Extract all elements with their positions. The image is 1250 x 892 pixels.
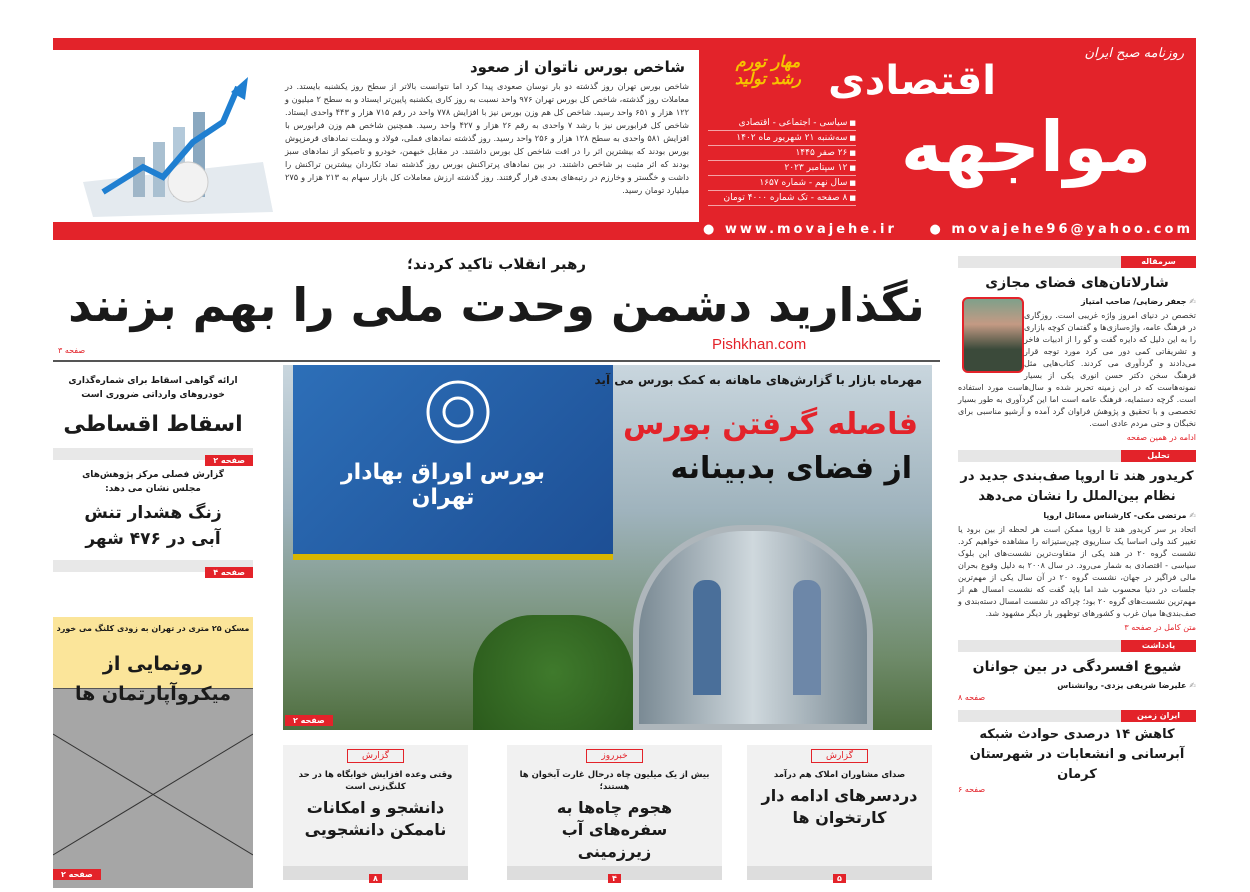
bottom-story <box>507 745 722 883</box>
section-label: یادداشت <box>1121 640 1196 652</box>
left-story-3 <box>53 617 253 888</box>
left-column <box>53 374 253 577</box>
editorial-title: شارلاتان‌های فضای مجازی <box>985 275 1169 291</box>
masthead <box>53 38 1196 240</box>
revolving-door <box>633 525 873 730</box>
page-bar <box>53 448 253 465</box>
iran-title: کاهش ۱۴ درصدی حوادث شبکه آبرسانی و انشعابات در شهرستان کرمان <box>969 727 1185 782</box>
section-label: ایران زمین <box>1121 710 1196 722</box>
story-title: دانشجو و امکانات ناممکن دانشجویی <box>304 798 447 839</box>
contact-links <box>703 222 1193 237</box>
website-link[interactable]: ● www.movajehe.ir <box>703 222 897 237</box>
page-ref[interactable]: ۸ <box>369 874 382 883</box>
banner-text: بورس اوراق بهادار تهران <box>340 460 546 510</box>
top-story-title: شاخص بورس ناتوان از صعود <box>469 58 685 76</box>
lead-photo <box>283 365 932 730</box>
info-line: ■ سیاسی - اجتماعی - اقتصادی <box>708 116 856 131</box>
author-photo <box>962 297 1024 373</box>
bottom-story <box>283 745 468 883</box>
section-tag: گزارش <box>347 749 404 763</box>
page-ref[interactable]: ۵ <box>833 874 846 883</box>
iran-zamin <box>958 710 1196 794</box>
left-story-1 <box>53 374 253 440</box>
photo-story-title: فاصله گرفتن بورس <box>623 407 918 442</box>
stock-chart-illustration <box>63 72 283 222</box>
main-headline: نگذارید دشمن وحدت ملی را بهم بزنند <box>68 278 925 332</box>
continue-link[interactable]: متن کامل در صفحه ۳ <box>1124 623 1196 632</box>
author: ✍ علیرضا شریفی یزدی- روانشناس <box>958 681 1196 690</box>
continue-link[interactable]: ادامه در همین صفحه <box>1126 433 1196 442</box>
story-kicker: بیش از یک میلیون چاه درحال غارت آبخوان ها هستند؛ <box>519 770 710 792</box>
story-title: زنگ هشدار تنش آبی در ۴۷۶ شهر <box>84 503 222 549</box>
page-ref[interactable]: صفحه ۲ <box>53 869 101 880</box>
logo-subtitle: اقتصادی <box>828 58 996 104</box>
story-title: اسقاط اقساطی <box>63 412 243 437</box>
analysis-title: کریدور هند تا اروپا صف‌بندی جدید در نظام بین‌الملل را نشان می‌دهد <box>960 469 1194 504</box>
note-title: شیوع افسردگی در بین جوانان <box>972 659 1182 675</box>
editorial-body: تخصص در دنیای امروز واژه غریبی است. روزگاری در فرهنگ عامه، واژه‌سازی‌ها و گفتمان کوچه بازاری را به این دلیل که دایره گفت و گو را از ادبیات فاخر و تشریفاتی کمی دور می کرد مورد توجه قرار می‌دادند و گردآوری می کردند. کتاب‌هایی مثل فرهنگ سخن دکتر حسن انوری یکی از بسیار نمونه‌هاست که در این زمینه تحریر شده و سال‌هاست مورد استفاده است. گرچه دستمایه، فرهنگ عامه است اما این گردآوری به طور بسیار تخصصی و با تحقیق و پژوهش فراوان گرد آمده و آرشیو مناسبی برای نخبگان و حتی مردم عادی است. <box>958 311 1196 428</box>
info-line: ■ ۸ صفحه - تک شماره ۴۰۰۰ تومان <box>708 191 856 206</box>
info-line: ■ سال نهم - شماره ۱۶۵۷ <box>708 176 856 191</box>
left-story-2 <box>53 468 253 552</box>
page-ref[interactable]: صفحه ۲ <box>285 715 333 726</box>
tagline: روزنامه صبح ایران <box>1084 46 1184 61</box>
top-story-body: شاخص بورس تهران روز گذشته دو بار نوسان صعودی پیدا کرد اما نتوانست بالاتر از سطح روز یکشنبه بایستد. در معاملات روز گذشته، شاخص کل بورس تهران ۹۷۶ واحد نسبت به روز کاری یکشنبه پایین‌تر ایستاد و به سطح ۲ میلیون و ۱۲۲ هزار و ۶۵۱ واحد رسید. شاخص کل هم وزن بورس نیز با افزایش ۷۷۸ واحد در رقم ۷۱۵ هزار و ۴۴۳ واحدی ایستاد. شاخص کل فرابورس نیز با رشد ۷ واحدی به رقم ۲۶ هزار و ۴۲۷ واحد رسید. همچنین شاخص هم وزن فرابورس با افزایش ۵۸۱ واحدی به سطح ۱۲۸ هزار و ۲۵۶ واحد رسید. روز گذشته نمادهای فملی، فولاد و وبملت نمادهای قرمزپوش بورس بودند که بیشترین اثر را در افت شاخص کل بورس داشتند. در مقابل خبهمن، خودرو و تاصیکو از نمادهای سبز بودند که اثر مثبت بر شاخص داشتند. در بین نمادهای پرتراکنش بورس روز گذشته نماد تکاردان بیشترین تراکنش را داشت و خگستر و وخارزم در رتبه‌های بعدی قرار گرفتند. روز گذشته ارزش معاملات کل بازار سهام به ۲۱۳ هزار و ۲۷۵ میلیارد تومان رسید. <box>285 81 690 195</box>
section-tag: خبرروز <box>586 749 642 763</box>
section-label: تحلیل <box>1121 450 1196 462</box>
page-ref[interactable]: صفحه ۸ <box>958 693 986 702</box>
bottom-story <box>747 745 932 883</box>
right-column <box>958 256 1196 794</box>
exchange-emblem-icon <box>423 377 493 447</box>
slogan: مهار تورم رشد تولید <box>735 52 801 88</box>
story-kicker: وقتی وعده افزایش خوابگاه ها در حد کلنگ‌زنی است <box>298 770 453 792</box>
page-ref[interactable]: صفحه ۳ <box>58 346 86 355</box>
author: ✍ مرتضی مکی- کارشناس مسائل اروپا <box>958 511 1196 520</box>
story-kicker: مسکن ۲۵ متری در تهران به زودی کلنگ می خورد <box>56 624 250 633</box>
story-kicker: صدای مشاوران املاک هم درآمد <box>773 770 906 780</box>
email-link[interactable]: ● movajehe96@yahoo.com <box>929 222 1193 237</box>
story-title: دردسرهای ادامه دار کارتخوان ها <box>761 786 918 827</box>
photo-story-kicker: مهرماه بازار با گزارش‌های ماهانه به کمک بورس می آید <box>594 373 922 387</box>
watermark: Pishkhan.com <box>712 336 807 353</box>
info-line: ■ ۲۶ صفر ۱۴۴۵ <box>708 146 856 161</box>
section-label: سرمقاله <box>1121 256 1196 268</box>
author: ✍ جعفر رضایی/ صاحب امتیاز <box>958 297 1196 306</box>
analysis-body: اتحاد بر سر کریدور هند تا اروپا ممکن است هر لحظه از بین برود یا تغییر کند ولی اساسا یک سناریوی چین‌ستیزانه را مشاهده خواهیم کرد. نشست گروه ۲۰ در هند یکی از متفاوت‌ترین نشست‌های این بلوک سیاسی - اقتصادی به شمار می‌رود. در سال ۲۰۰۸ به دلیل وقوع بحران مالی فراگیر در جهان، نشست گروه ۲۰ در آن سال یکی از مهم‌ترین جلسات در دنیا محسوب شد اما باید گفت که نشست امسال هم از مهم‌ترین نشست‌های گروه ۲۰ بود؛ چراکه در نشست امسال دسته‌بندی و صف‌بندی‌ها میان غرب و کشورهای توظهور بار دیگر مشهود شد. <box>958 525 1197 618</box>
person <box>793 580 821 695</box>
page-bar <box>53 560 253 577</box>
story-kicker: گزارش فصلی مرکز پژوهش‌های مجلس نشان می دهد: <box>82 470 224 494</box>
page-ref[interactable]: ۴ <box>608 874 621 883</box>
page-ref[interactable]: صفحه ۶ <box>958 785 986 794</box>
newspaper-logo: مواجهه <box>900 106 1152 188</box>
page-ref[interactable]: صفحه ۴ <box>205 567 253 578</box>
story-kicker: ارائه گواهی اسقاط برای شماره‌گذاری خودروهای وارداتی ضروری است <box>68 376 238 400</box>
analysis <box>958 450 1196 632</box>
issue-info <box>708 116 856 206</box>
story-title: هجوم چاه‌ها به سفره‌های آب زیرزمینی <box>556 798 673 861</box>
headline-kicker: رهبر انقلاب تاکید کردند؛ <box>406 255 586 273</box>
person <box>693 580 721 695</box>
editorial <box>958 256 1196 442</box>
info-line: ■ سه‌شنبه ۲۱ شهریور ماه ۱۴۰۲ <box>708 131 856 146</box>
top-story-box <box>53 50 699 222</box>
page-ref[interactable]: صفحه ۲ <box>205 455 253 466</box>
story-title: رونمایی از میکروآپارتمان ها <box>74 653 232 705</box>
tree <box>473 615 633 730</box>
section-tag: گزارش <box>811 749 868 763</box>
info-line: ■ ۱۲ سپتامبر ۲۰۲۳ <box>708 161 856 176</box>
photo-story-subtitle: از فضای بدبینانه <box>670 451 912 486</box>
divider <box>53 360 940 362</box>
note <box>958 640 1196 702</box>
